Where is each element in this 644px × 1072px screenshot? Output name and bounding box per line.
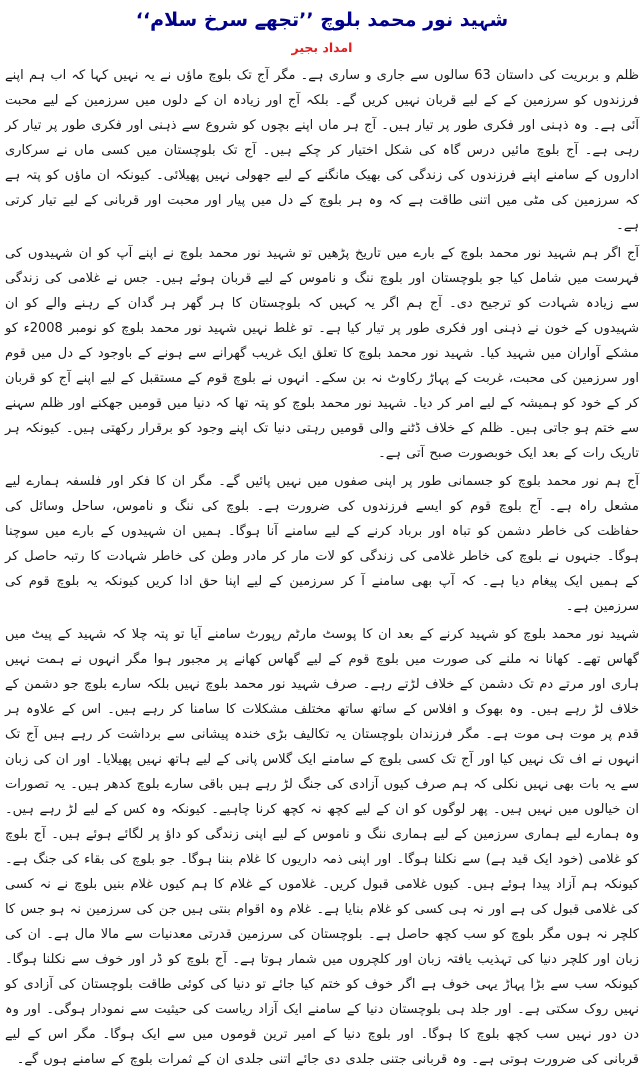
article-body — [5, 63, 639, 1072]
article-paragraph-4: شہید نور محمد بلوچ کو شہید کرنے کے بعد ان کا پوسٹ مارٹم رپورٹ سامنے آیا تو پتہ چلا کہ شہید کے پیٹ میں گھاس تھے۔ کھانا نہ ملنے کی صورت میں بلوچ قوم کے لیے گھاس کھانے پر مجبور ہوا مگر انہوں نے ہمت نہیں ہاری اور مرتے دم تک دشمن کے خلاف لڑتے رہے۔ صرف شہید نور محمد بلوچ نہیں بلکہ سارے بلوچ جو دشمن کے خلاف لڑ رہے ہیں۔ وہ بھوک و افلاس کے ساتھ ساتھ مختلف مشکلات کا سامنا کر رہے ہیں۔ اس کے علاوہ ہر قدم پر موت ہی موت ہے۔ مگر فرزندان بلوچستان یہ تکالیف بڑی خندہ پیشانی سے برداشت کر رہے ہیں آج تک انہوں نے اف تک نہیں کیا اور آج تک کسی بلوچ کے سامنے ایک گلاس پانی کے لیے ہاتھ نہیں پھیلایا۔ اور ان کی زبان سے یہ بات بھی نہیں نکلی کہ ہم صرف کیوں آزادی کی جنگ لڑ رہے ہیں باقی سارے بلوچ کدھر ہیں۔ یہ تصورات ان خیالوں میں نہیں ہیں۔ پھر لوگوں کو ان کے لیے کچھ نہ کچھ کرنا چاہیے۔ کیونکہ وہ کس کے لیے لڑ رہے ہیں۔ وہ ہمارے لیے ہماری سرزمین کے لیے ہماری ننگ و ناموس کے لیے اپنی زندگی کو داؤ پر لگائے ہوئے ہیں۔ آج بلوچ کو غلامی (خود ایک قید ہے) سے نکلنا ہوگا۔ اور اپنی ذمہ داریوں کا غلام بننا ہوگا۔ جو بلوچ کی بقاء کی جنگ ہے۔ کیونکہ ہم آزاد پیدا ہوئے ہیں۔ کیوں غلامی قبول کریں۔ غلاموں کے غلام کا ہم کیوں غلام بنیں بلوچ نے نہ کسی کی غلامی قبول کی ہے اور نہ ہی کسی کو غلام بنایا ہے۔ غلام وہ اقوام بنتی ہیں جن کی سرزمین نہ ہو جس کا کلچر نہ ہوں مگر بلوچ کو سب کچھ حاصل ہے۔ بلوچستان کی سرزمین قدرتی معدنیات سے مالا مال ہے۔ ان کی زبان اور کلچر دنیا کی تہذیب یافتہ زبان اور کلچروں میں شمار ہوتا ہے۔ آج بلوچ کو ڈر اور خوف سے نکلنا ہوگا۔ کیونکہ سب سے بڑا پہاڑ یہی خوف ہے اگر خوف کو ختم کیا جائے تو دنیا کی کوئی طاقت بلوچستان کی آزادی کو نہیں روک سکتی ہے۔ اور جلد ہی بلوچستان دنیا کے سامنے ایک آزاد ریاست کی حیثیت سے نمودار ہوگی۔ اور وہ دن دور نہیں سب کچھ بلوچ کا ہوگا۔ اور بلوچ دنیا کے امیر ترین قوموں میں سے ایک ہوگا۔ مگر اس کے لیے قربانی کی ضرورت ہوتی ہے۔ وہ قربانی جتنی جلدی دی جائے اتنی جلدی ان کے ثمرات بلوچ کے سامنے ہوں گے۔ — [5, 626, 639, 1067]
article-byline: امداد بجیر — [291, 39, 353, 55]
article-title: شہید نور محمد بلوچ ’’تجھے سرخ سلام‘‘ — [135, 9, 509, 31]
article-paragraph-2: آج اگر ہم شہید نور محمد بلوچ کے بارے میں تاریخ پڑھیں تو شہید نور محمد بلوچ نے اپنے آپ کو ان شہیدوں کی فہرست میں شامل کیا جو بلوچستان اور بلوچ ننگ و ناموس کے لیے قربان ہوئے ہیں۔ جس نے غلامی کی زندگی سے زیادہ شہادت کو ترجیح دی۔ آج ہم اگر یہ کہیں کہ بلوچستان کا ہر گھر ہر گدان کے رہنے والے کو ان شہیدوں کے خون نے ذہنی اور فکری طور پر تیار کیا ہے۔ تو غلط نہیں شہید نور محمد بلوچ کو نومبر 2008ء کو مشکے آواران میں شہید کیا۔ شہید نور محمد بلوچ کا تعلق ایک غریب گھرانے سے ہونے کے باوجود کے دل میں قوم اور سرزمین کی محبت، غربت کے پہاڑ رکاوٹ نہ بن سکے۔ انہوں نے بلوچ قوم کے مستقبل کے لیے اپنے آج کو قربان کر کے خود کو ہمیشہ کے لیے امر کر دیا۔ شہید نور محمد بلوچ کو پتہ تھا کہ دنیا میں قومیں جھکنے اور ظلم سہنے سے ختم ہو جاتی ہیں۔ ظلم کے خلاف ڈٹنے والی قومیں رہتی دنیا تک اپنے وجود کو برقرار رکھتی ہیں۔ کیونکہ ہر تاریک رات کے بعد ایک خوبصورت صبح آتی ہے۔ — [5, 245, 639, 461]
article-paragraph-3: آج ہم نور محمد بلوچ کو جسمانی طور پر اپنی صفوں میں نہیں پائیں گے۔ مگر ان کا فکر اور فلسفہ ہمارے لیے مشعل راہ ہے۔ آج بلوچ قوم کو ایسے فرزندوں کی ضرورت ہے۔ بلوچ کی ننگ و ناموس، ساحل وسائل کی حفاظت کی خاطر دشمن کو تباہ اور برباد کرنے کے لیے سامنے آنا ہوگا۔ ہمیں ان شہیدوں کے بارے میں سوچنا ہوگا۔ جنہوں نے بلوچ کی خاطر غلامی کی زندگی کو لات مار کر مادر وطن کی خاطر شہادت کا رتبہ حاصل کر کے ہمیں ایک پیغام دیا ہے۔ کہ آپ بھی سامنے آ کر سرزمین کے لیے اپنا حق ادا کریں کیونکہ یہ بلوچ قوم کی سرزمین ہے۔ — [5, 473, 639, 614]
article-paragraph-1: ظلم و بربریت کی داستان 63 سالوں سے جاری و ساری ہے۔ مگر آج تک بلوچ ماؤں نے یہ نہیں کہا کہ اب ہم اپنے فرزندوں کو سرزمین کے کے لیے قربان نہیں کریں گے۔ بلکہ آج اور زیادہ ان کے دلوں میں سرزمین کے لیے محبت آئی ہے۔ وہ ذہنی اور فکری طور پر تیار ہیں۔ آج ہر ماں اپنے بچوں کو شروع سے ذہنی اور فکری طور پر تیار کر رہی ہے۔ آج بلوچ مائیں درس گاہ کی شکل اختیار کر چکے ہیں۔ آج تک بلوچستان میں کسی ماں نے سرکاری اداروں کے سامنے اپنے فرزندوں کی زندگی کی بھیک مانگنے کے لیے جھولی نہیں پھیلائی۔ کیونکہ ان ماؤں کو پتہ ہے کہ سرزمین کی مٹی میں اتنی طاقت ہے کہ وہ ہر بلوچ کے دل میں پیار اور محبت اور قربانی کے لیے تیار کرتی ہے۔ — [5, 67, 640, 233]
